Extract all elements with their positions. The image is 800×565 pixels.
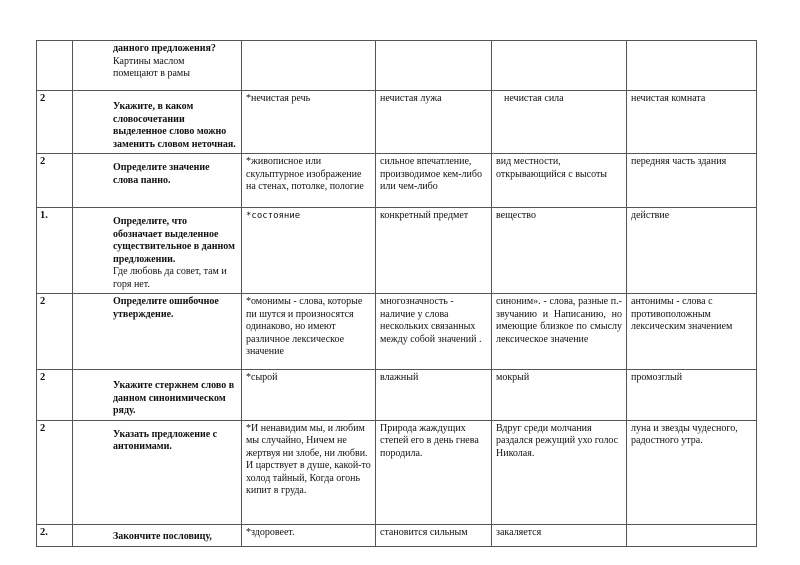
test-table	[36, 40, 757, 547]
answer-cell-b: Природа жаждущих степей его в день гнева породила.	[376, 420, 492, 524]
question-example: помещают в рамы	[113, 68, 190, 79]
question-text: Укажите, в каком словосочетании выделенное слово можно заменить словом неточная.	[113, 101, 236, 150]
question-cell	[73, 420, 242, 524]
answer-cell-a	[242, 420, 376, 524]
table-row	[37, 524, 757, 546]
question-cell	[73, 294, 242, 370]
question-cell	[73, 524, 242, 546]
question-text: Определите, что обозначает выделенное существительное в данном предложении.	[113, 216, 235, 265]
answer-cell-c: мокрый	[492, 370, 627, 421]
answer-cell-a: *омонимы - слова, которые пи шутся и произносятся одинаково, но имеют различное лексическое значение	[242, 294, 376, 370]
question-cell	[73, 154, 242, 208]
answer-cell-a	[242, 41, 376, 91]
table-row	[37, 370, 757, 421]
question-example: Картины маслом	[113, 55, 185, 67]
answer-cell-d: луна и звезды чудесного, радостного утра.	[627, 420, 757, 524]
answer-cell-b: влажный	[376, 370, 492, 421]
answer-cell-a: *здоровеет.	[242, 524, 376, 546]
table-row	[37, 420, 757, 524]
question-text: Указать предложение с антонимами.	[113, 428, 218, 452]
answer-cell-c: синоним». - слова, разные п.- звучанию и Написанию, но имеющие близкое по смыслу лексическое значение	[492, 294, 627, 370]
row-number: 2	[37, 370, 73, 421]
question-text: Определите ошибочное утверждение.	[113, 296, 219, 320]
answer-cell-b: конкретный предмет	[376, 208, 492, 294]
question-cell	[73, 208, 242, 294]
answer-cell-a: *живописное или скульптурное изображение на стенах, потолке, пологие	[242, 154, 376, 208]
answer-cell-c: вид местности, открывающийся с высоты	[492, 154, 627, 208]
row-number: 2	[37, 420, 73, 524]
row-number: 2	[37, 294, 73, 370]
answer-cell-a: *сырой	[242, 370, 376, 421]
table-row	[37, 91, 757, 154]
answer-cell-c	[492, 41, 627, 91]
answer-cell-b: нечистая лужа	[376, 91, 492, 154]
row-number: 2	[37, 91, 73, 154]
question-cell	[73, 91, 242, 154]
answer-cell-c: нечистая сила	[492, 91, 627, 154]
answer-cell-c: вещество	[492, 208, 627, 294]
table-row	[37, 41, 757, 91]
answer-cell-a: *нечистая речь	[242, 91, 376, 154]
answer-cell-b: многозначность - наличие у слова нескольких связанных между собой значений .	[376, 294, 492, 370]
row-number	[37, 41, 73, 91]
table-row	[37, 294, 757, 370]
question-text: Укажите стержнем слово в данном синонимическом ряду.	[113, 380, 235, 416]
answer-cell-d: промозглый	[627, 370, 757, 421]
answer-line: И царствует в душе, какой-то холод тайный, Когда огонь кипит в груда.	[246, 460, 371, 496]
question-text: Определите значение слова панно.	[113, 162, 210, 186]
row-number: 1.	[37, 208, 73, 294]
answer-cell-b: становится сильным	[376, 524, 492, 546]
question-cell	[73, 41, 242, 91]
row-number: 2.	[37, 524, 73, 546]
question-example: Где любовь да совет, там и горя нет.	[113, 266, 227, 290]
answer-cell-b: сильное впечатление, производимое кем-либо или чем-либо	[376, 154, 492, 208]
question-text: Закончите пословицу,	[113, 530, 212, 542]
answer-cell-c: Вдруг среди молчания раздался режущий ухо голос Николая.	[492, 420, 627, 524]
answer-cell-d: передняя часть здания	[627, 154, 757, 208]
table-row	[37, 154, 757, 208]
table-row	[37, 208, 757, 294]
answer-line: *И ненавидим мы, и любим мы случайно, Ничем не жертвуя ни злобе, ни любви.	[246, 422, 368, 459]
question-text: данного предложения?	[113, 43, 216, 54]
answer-cell-d	[627, 41, 757, 91]
answer-cell-c: закаляется	[492, 524, 627, 546]
answer-cell-b	[376, 41, 492, 91]
answer-cell-d: антонимы - слова с противоположным лексическим значением	[627, 294, 757, 370]
answer-cell-a: *состояние	[242, 208, 376, 294]
row-number: 2	[37, 154, 73, 208]
answer-cell-d	[627, 524, 757, 546]
answer-cell-d: действие	[627, 208, 757, 294]
answer-cell-d: нечистая комната	[627, 91, 757, 154]
question-cell	[73, 370, 242, 421]
